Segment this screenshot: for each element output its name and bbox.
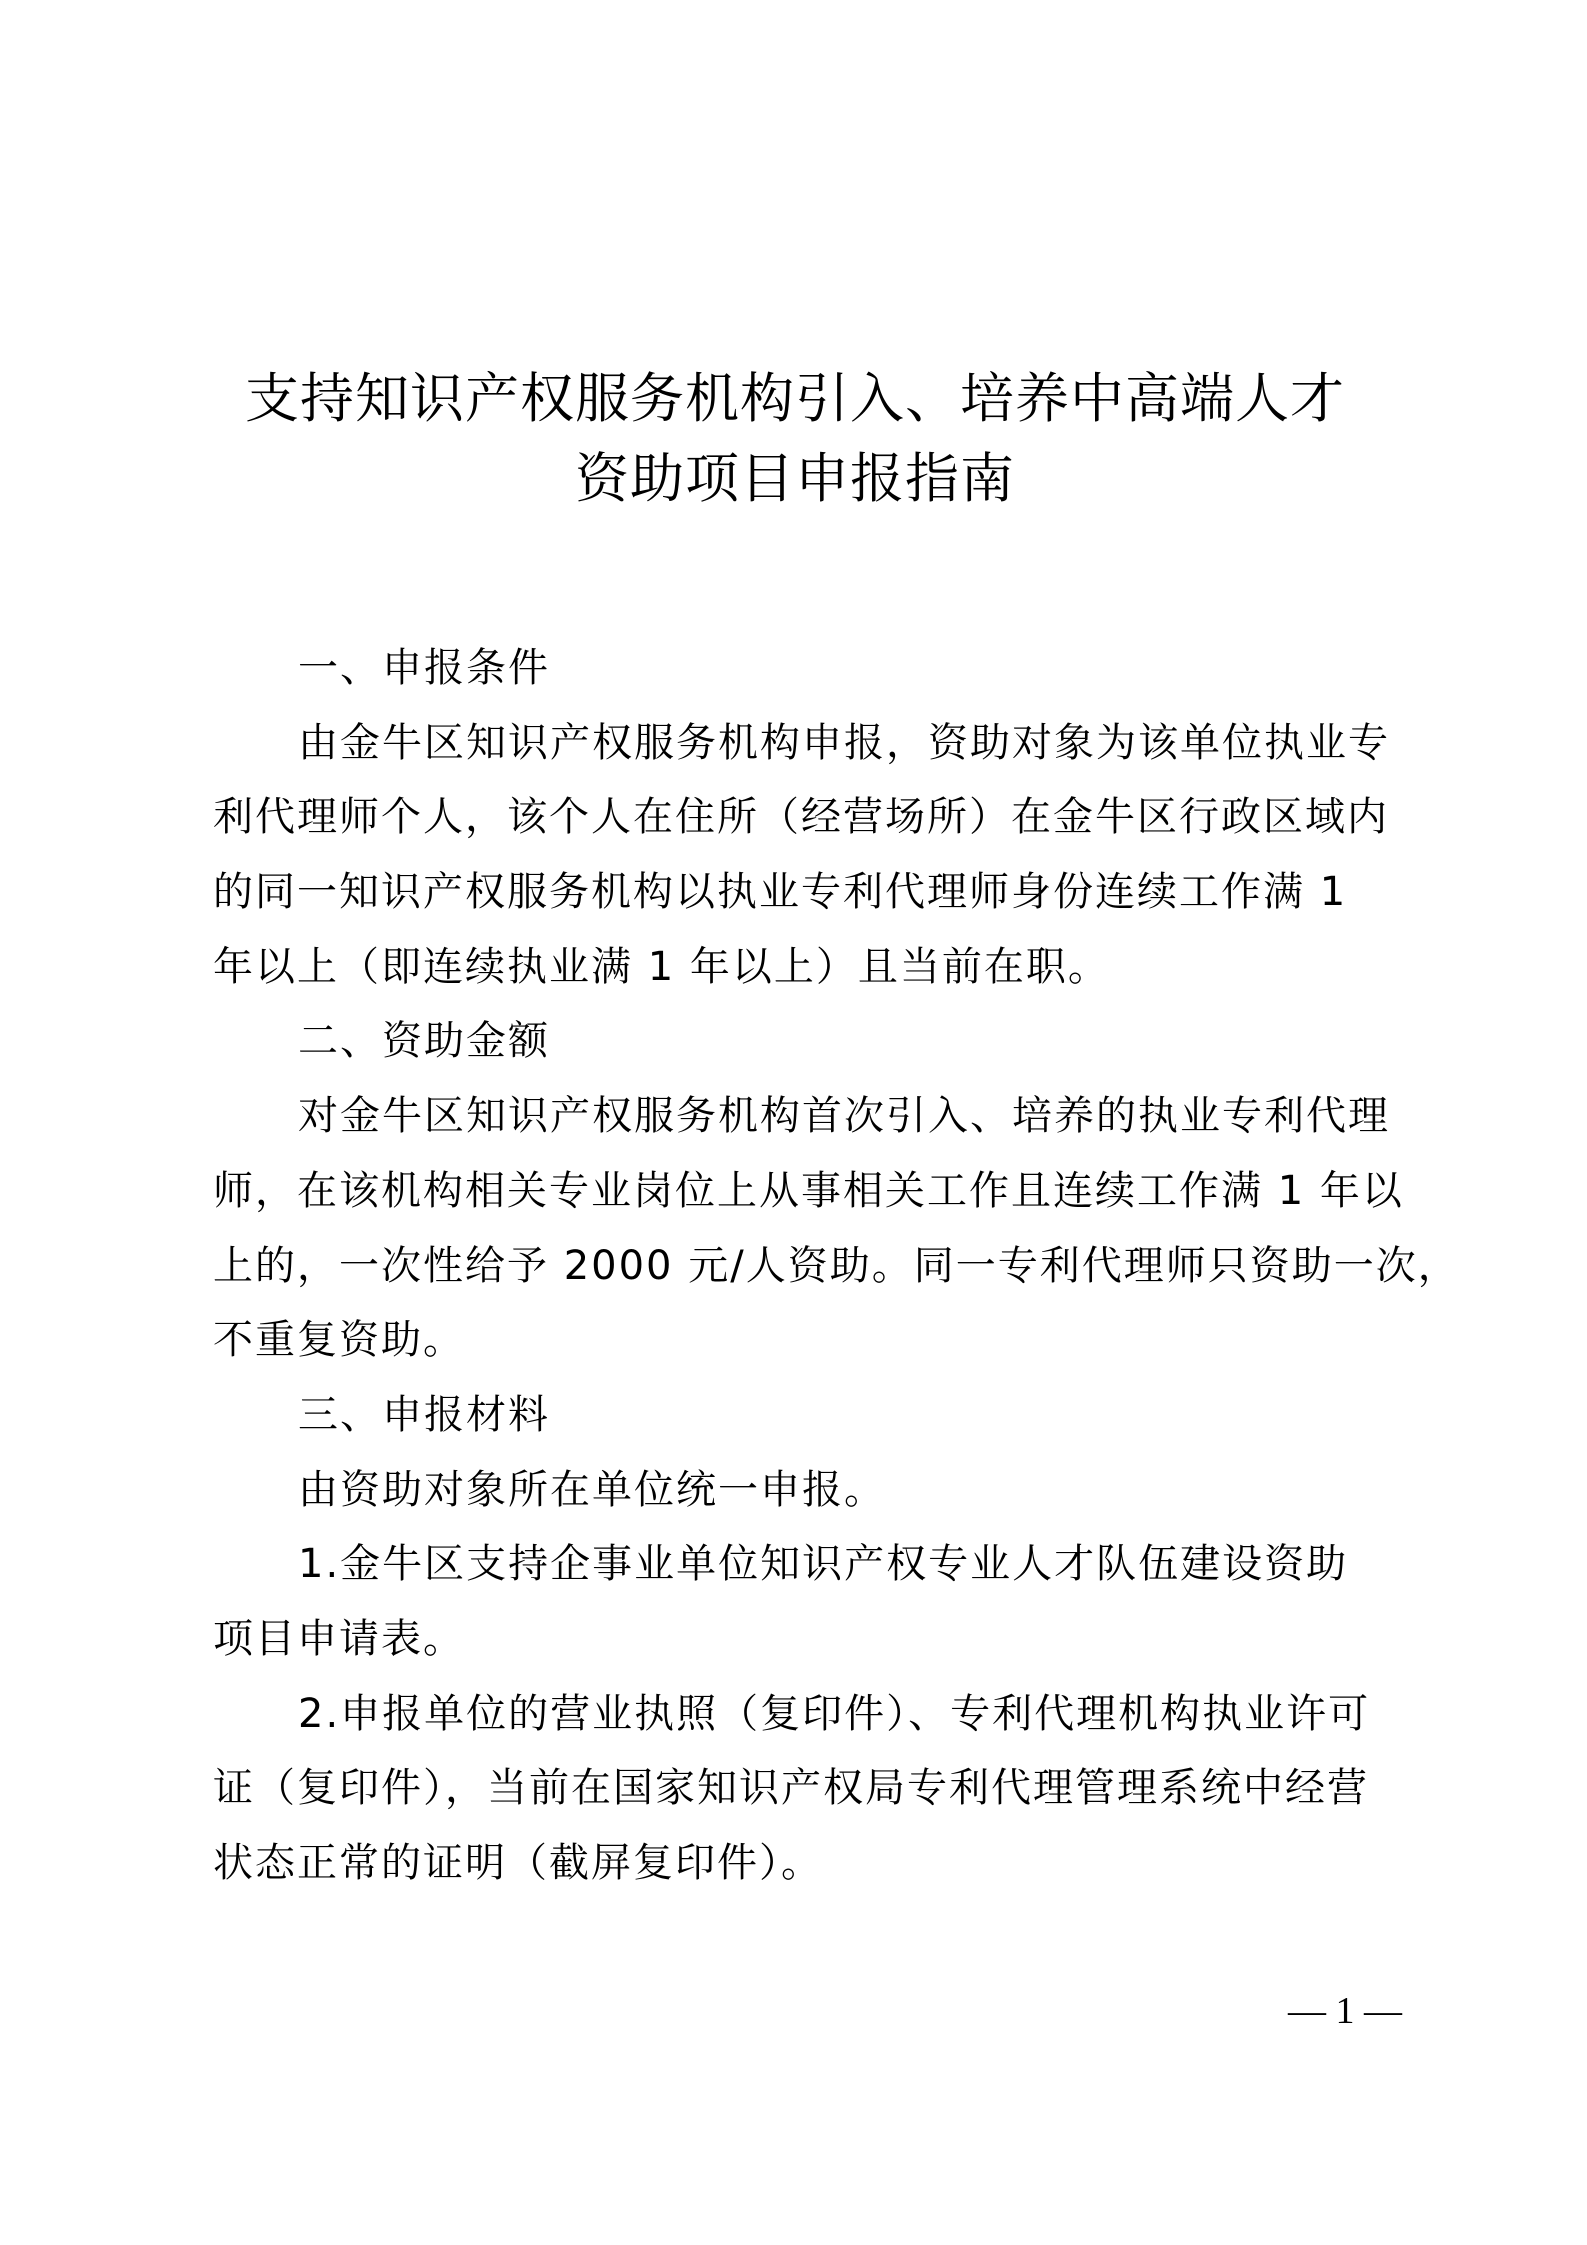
paragraph-line: 对金牛区知识产权服务机构首次引入、培养的执业专利代理 xyxy=(298,1093,1390,1139)
paragraph-line: 项目申请表。 xyxy=(213,1616,465,1662)
paragraph-line: 上的，一次性给予 2000 元/人资助。同一专利代理师只资助一次， xyxy=(213,1243,1460,1289)
paragraph-line: 证（复印件），当前在国家知识产权局专利代理管理系统中经营 xyxy=(213,1765,1369,1811)
list-item-2: 2.申报单位的营业执照（复印件）、专利代理机构执业许可 xyxy=(298,1691,1371,1737)
section-heading-amount: 二、资助金额 xyxy=(298,1018,550,1064)
paragraph-line: 不重复资助。 xyxy=(213,1317,465,1363)
paragraph-line: 的同一知识产权服务机构以执业专利代理师身份连续工作满 1 xyxy=(213,869,1348,915)
paragraph-line: 由金牛区知识产权服务机构申报，资助对象为该单位执业专 xyxy=(298,720,1390,766)
section-heading-materials: 三、申报材料 xyxy=(298,1392,550,1438)
paragraph-line: 状态正常的证明（截屏复印件）。 xyxy=(213,1840,823,1886)
paragraph-line: 由资助对象所在单位统一申报。 xyxy=(298,1467,886,1513)
paragraph-line: 师，在该机构相关专业岗位上从事相关工作且连续工作满 1 年以 xyxy=(213,1168,1404,1214)
document-title-line-2: 资助项目申报指南 xyxy=(575,447,1015,510)
section-heading-conditions: 一、申报条件 xyxy=(298,645,550,691)
document-title-line-1: 支持知识产权服务机构引入、培养中高端人才 xyxy=(245,367,1345,430)
list-item-1: 1.金牛区支持企事业单位知识产权专业人才队伍建设资助 xyxy=(298,1541,1349,1587)
paragraph-line: 利代理师个人，该个人在住所（经营场所）在金牛区行政区域内 xyxy=(213,794,1389,840)
paragraph-line: 年以上（即连续执业满 1 年以上）且当前在职。 xyxy=(213,944,1110,990)
page-number: — 1 — xyxy=(1288,1990,1402,2032)
